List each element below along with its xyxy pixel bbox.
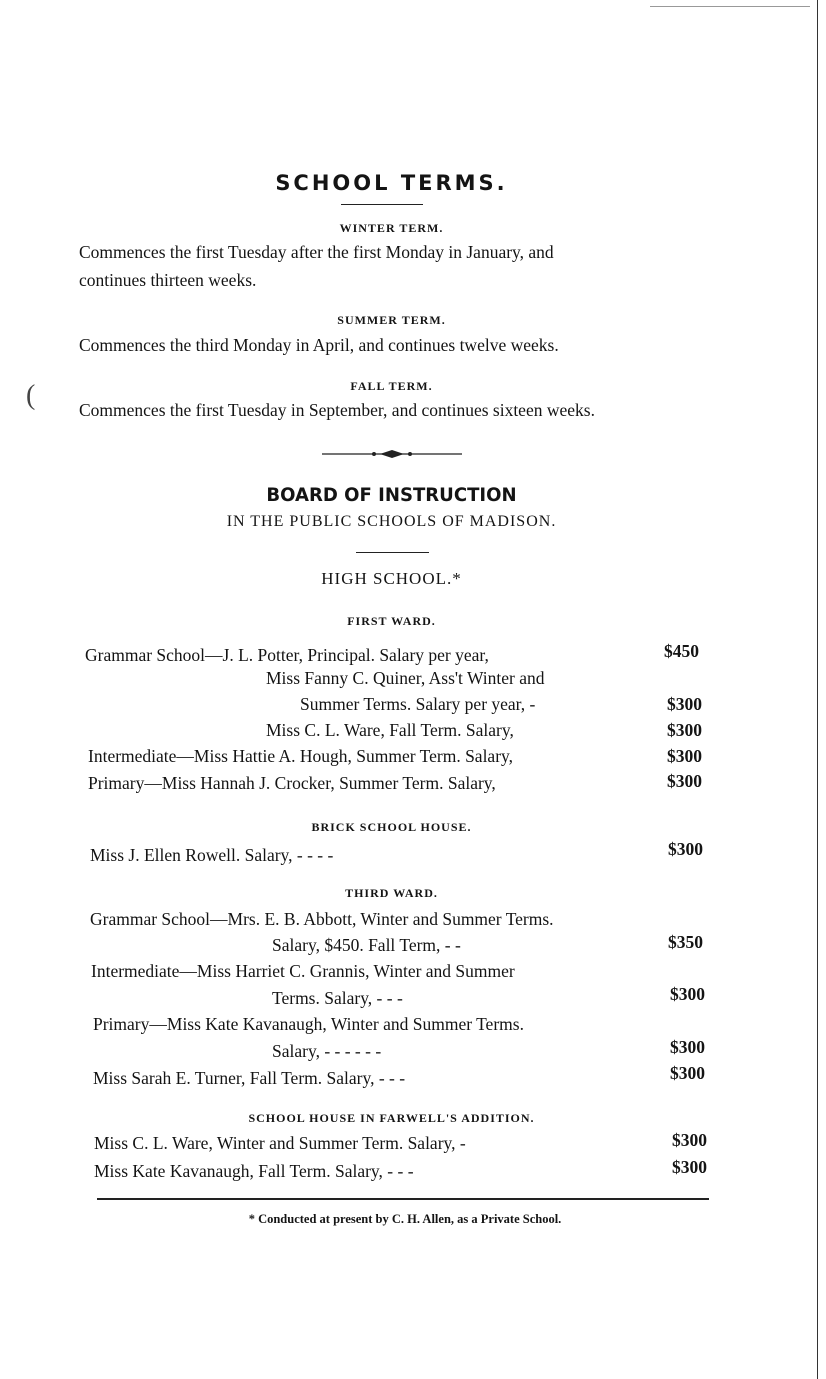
board-title: BOARD OF INSTRUCTION (266, 484, 517, 506)
salary-amount: $350 (668, 932, 703, 952)
summer-term-line-1: Commences the third Monday in April, and continues twelve weeks. (79, 335, 559, 355)
salary-amount: $300 (667, 771, 702, 791)
school-terms-title: SCHOOL TERMS. (275, 171, 508, 195)
farwell-heading: SCHOOL HOUSE IN FARWELL'S ADDITION. (248, 1111, 535, 1125)
brick-school-heading: BRICK SCHOOL HOUSE. (311, 820, 472, 834)
first-ward-heading: FIRST WARD. (347, 614, 436, 628)
third-ward-heading: THIRD WARD. (345, 886, 438, 900)
winter-term-line-2: continues thirteen weeks. (79, 270, 257, 290)
high-school-heading: HIGH SCHOOL.* (321, 569, 462, 588)
winter-term-line-1: Commences the first Tuesday after the first Monday in January, and (79, 242, 554, 262)
board-underline (356, 552, 429, 553)
third-ward-row: Salary, $450. Fall Term, - - (272, 935, 461, 955)
page-edge (817, 0, 818, 1379)
salary-amount: $300 (672, 1157, 707, 1177)
salary-amount: $300 (667, 694, 702, 714)
salary-amount: $300 (670, 1063, 705, 1083)
farwell-row: Miss C. L. Ware, Winter and Summer Term. Salary, - (94, 1133, 466, 1153)
top-rule (650, 6, 810, 7)
third-ward-row: Terms. Salary, - - - (272, 988, 403, 1008)
third-ward-row: Primary—Miss Kate Kavanaugh, Winter and Summer Terms. (93, 1014, 524, 1034)
fall-term-line-1: Commences the first Tuesday in September, and continues sixteen weeks. (79, 400, 595, 420)
margin-mark: ( (26, 380, 36, 411)
salary-amount: $300 (667, 746, 702, 766)
third-ward-row: Miss Sarah E. Turner, Fall Term. Salary, - - - (93, 1068, 406, 1088)
third-ward-row: Grammar School—Mrs. E. B. Abbott, Winter and Summer Terms. (90, 909, 554, 929)
salary-amount: $300 (670, 984, 705, 1004)
salary-amount: $300 (668, 839, 703, 859)
ornament-divider (322, 447, 462, 461)
footnote: * Conducted at present by C. H. Allen, as a Private School. (248, 1212, 562, 1226)
first-ward-row: Summer Terms. Salary per year, - (300, 694, 536, 714)
first-ward-row: Miss Fanny C. Quiner, Ass't Winter and (266, 668, 545, 688)
first-ward-row: Primary—Miss Hannah J. Crocker, Summer Term. Salary, (88, 773, 496, 793)
summer-term-heading: SUMMER TERM. (337, 313, 446, 327)
title-underline (341, 204, 423, 205)
salary-amount: $300 (670, 1037, 705, 1057)
salary-amount: $300 (667, 720, 702, 740)
brick-school-row: Miss J. Ellen Rowell. Salary, - - - - (90, 845, 334, 865)
salary-amount: $450 (664, 641, 699, 661)
board-subtitle: IN THE PUBLIC SCHOOLS OF MADISON. (226, 513, 557, 530)
farwell-row: Miss Kate Kavanaugh, Fall Term. Salary, - - - (94, 1161, 414, 1181)
footnote-rule (97, 1198, 709, 1200)
first-ward-row: Grammar School—J. L. Potter, Principal. Salary per year, (85, 645, 489, 665)
winter-term-heading: WINTER TERM. (339, 221, 444, 235)
fall-term-heading: FALL TERM. (350, 379, 433, 393)
first-ward-row: Intermediate—Miss Hattie A. Hough, Summer Term. Salary, (88, 746, 514, 766)
salary-amount: $300 (672, 1130, 707, 1150)
first-ward-row: Miss C. L. Ware, Fall Term. Salary, (266, 720, 514, 740)
third-ward-row: Salary, - - - - - - (272, 1041, 382, 1061)
third-ward-row: Intermediate—Miss Harriet C. Grannis, Winter and Summer (91, 961, 515, 981)
